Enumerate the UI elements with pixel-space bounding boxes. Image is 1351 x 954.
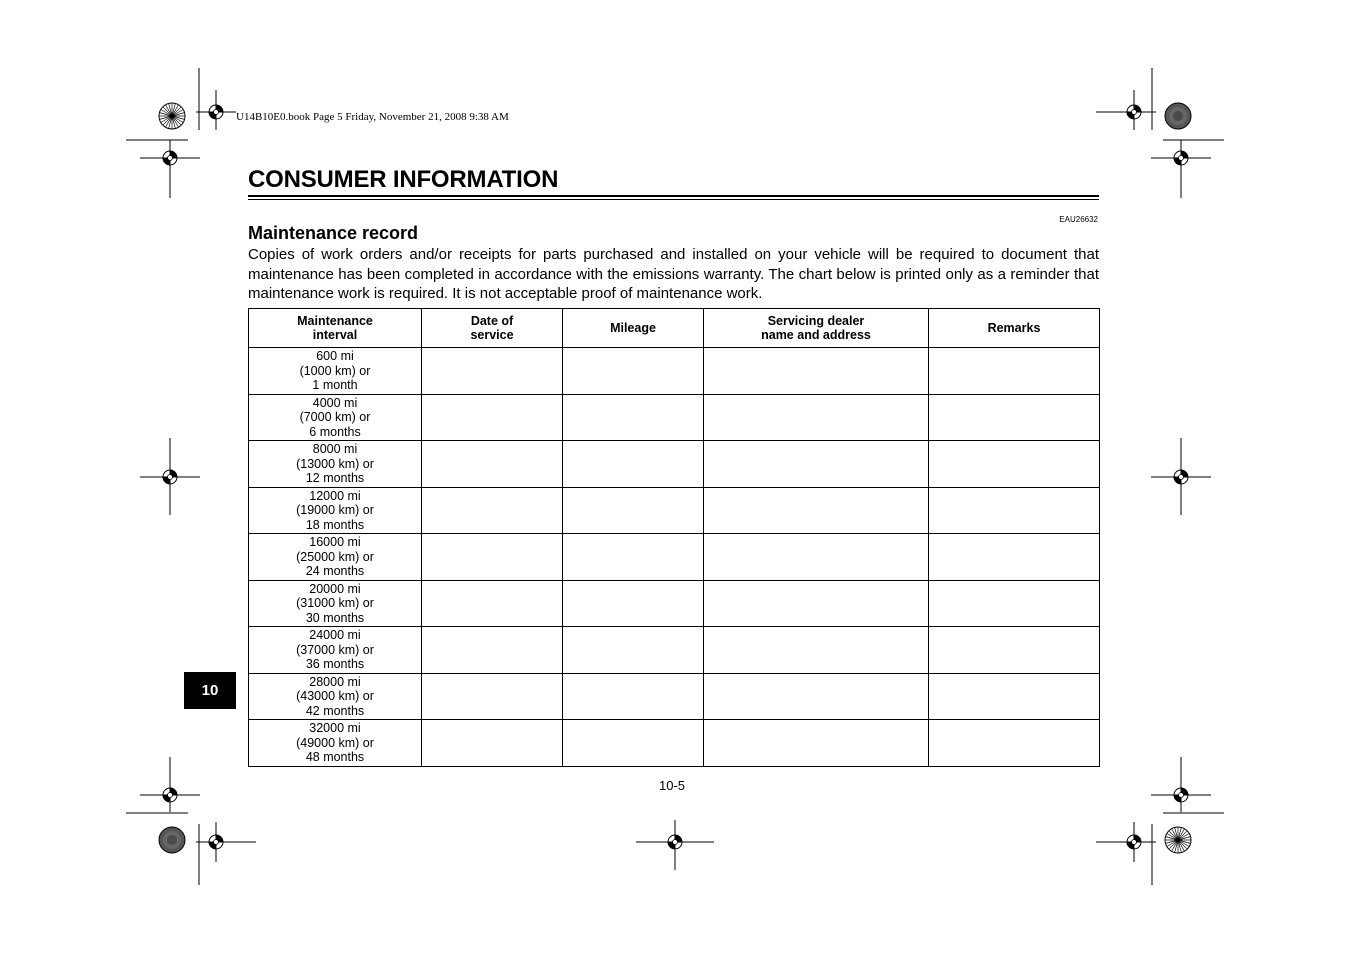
header-remarks: Remarks <box>929 309 1100 348</box>
title-rule-thick <box>248 195 1099 197</box>
header-mileage: Mileage <box>563 309 704 348</box>
interval-cell <box>249 720 422 767</box>
interval-line: (43000 km) or <box>296 689 374 703</box>
table-header-row <box>249 309 1100 348</box>
interval-line: 20000 mi <box>309 581 361 596</box>
interval-line: 12000 mi <box>309 488 361 503</box>
dealer-cell[interactable] <box>704 720 929 767</box>
remarks-cell[interactable] <box>929 348 1100 395</box>
interval-line: 28000 mi <box>309 674 361 689</box>
date-cell[interactable] <box>422 534 563 581</box>
intro-paragraph: Copies of work orders and/or receipts for parts purchased and installed on your vehicle will be required to document that maintenance has been completed in accordance with the emissions warranty. The chart below is printed only as a reminder that maintenance work is required. It is not acceptable proof of maintenance work. <box>248 246 1099 302</box>
interval-line: 24000 mi <box>309 628 361 642</box>
date-cell[interactable] <box>422 348 563 395</box>
interval-line: (7000 km) or <box>299 410 371 424</box>
remarks-cell[interactable] <box>929 673 1100 720</box>
mileage-cell[interactable] <box>563 441 704 488</box>
interval-line: 4000 mi <box>312 395 358 410</box>
mileage-cell[interactable] <box>563 534 704 581</box>
mileage-cell[interactable] <box>563 394 704 441</box>
remarks-cell[interactable] <box>929 720 1100 767</box>
section-code: EAU26632 <box>1059 215 1098 224</box>
title-rule-thin <box>248 199 1099 200</box>
date-cell[interactable] <box>422 441 563 488</box>
maintenance-record-table <box>248 308 1100 767</box>
mileage-cell[interactable] <box>563 580 704 627</box>
chapter-tab: 10 <box>184 672 236 709</box>
interval-line: 600 mi <box>316 349 354 363</box>
interval-line: (13000 km) or <box>296 456 374 471</box>
interval-line: 42 months <box>305 703 365 718</box>
table-row <box>249 441 1100 488</box>
section-title: Maintenance record <box>248 223 419 243</box>
interval-cell <box>249 348 422 395</box>
interval-cell <box>249 580 422 627</box>
interval-line: 36 months <box>305 657 365 671</box>
interval-line: 24 months <box>305 564 365 578</box>
interval-line: 18 months <box>305 517 365 532</box>
date-cell[interactable] <box>422 580 563 627</box>
interval-cell <box>249 394 422 441</box>
table-row <box>249 627 1100 674</box>
remarks-cell[interactable] <box>929 627 1100 674</box>
interval-cell <box>249 673 422 720</box>
header-maintenance-interval: Maintenance interval <box>249 309 422 348</box>
mileage-cell[interactable] <box>563 627 704 674</box>
header-servicing-dealer: Servicing dealer name and address <box>704 309 929 348</box>
table-row <box>249 534 1100 581</box>
remarks-cell[interactable] <box>929 580 1100 627</box>
date-cell[interactable] <box>422 394 563 441</box>
table-row <box>249 580 1100 627</box>
dealer-cell[interactable] <box>704 394 929 441</box>
remarks-cell[interactable] <box>929 394 1100 441</box>
interval-line: 32000 mi <box>309 721 361 735</box>
mileage-cell[interactable] <box>563 720 704 767</box>
interval-line: 8000 mi <box>312 442 358 456</box>
interval-line: 12 months <box>305 471 365 485</box>
remarks-cell[interactable] <box>929 534 1100 581</box>
interval-line: (37000 km) or <box>296 642 374 657</box>
interval-line: 48 months <box>305 750 365 764</box>
dealer-cell[interactable] <box>704 348 929 395</box>
interval-cell <box>249 441 422 488</box>
book-file-info: U14B10E0.book Page 5 Friday, November 21, 2008 9:38 AM <box>236 111 509 123</box>
dealer-cell[interactable] <box>704 580 929 627</box>
date-cell[interactable] <box>422 627 563 674</box>
mileage-cell[interactable] <box>563 673 704 720</box>
date-cell[interactable] <box>422 673 563 720</box>
interval-line: 30 months <box>305 610 365 625</box>
date-cell[interactable] <box>422 720 563 767</box>
dealer-cell[interactable] <box>704 534 929 581</box>
interval-cell <box>249 627 422 674</box>
interval-line: (49000 km) or <box>296 735 374 750</box>
page-title: CONSUMER INFORMATION <box>248 166 559 193</box>
mileage-cell[interactable] <box>563 487 704 534</box>
remarks-cell[interactable] <box>929 487 1100 534</box>
table-row <box>249 487 1100 534</box>
interval-line: 1 month <box>312 378 358 392</box>
table-row <box>249 348 1100 395</box>
dealer-cell[interactable] <box>704 441 929 488</box>
interval-line: (1000 km) or <box>299 363 371 378</box>
interval-line: 6 months <box>309 424 361 439</box>
remarks-cell[interactable] <box>929 441 1100 488</box>
page-number: 10-5 <box>658 778 686 793</box>
dealer-cell[interactable] <box>704 673 929 720</box>
table-row <box>249 394 1100 441</box>
dealer-cell[interactable] <box>704 487 929 534</box>
dealer-cell[interactable] <box>704 627 929 674</box>
interval-cell <box>249 534 422 581</box>
interval-line: (25000 km) or <box>296 549 374 564</box>
date-cell[interactable] <box>422 487 563 534</box>
table-row <box>249 720 1100 767</box>
interval-line: 16000 mi <box>309 535 361 549</box>
interval-line: (19000 km) or <box>296 503 374 517</box>
interval-cell <box>249 487 422 534</box>
header-date-of-service: Date of service <box>422 309 563 348</box>
table-row <box>249 673 1100 720</box>
interval-line: (31000 km) or <box>296 596 374 610</box>
mileage-cell[interactable] <box>563 348 704 395</box>
